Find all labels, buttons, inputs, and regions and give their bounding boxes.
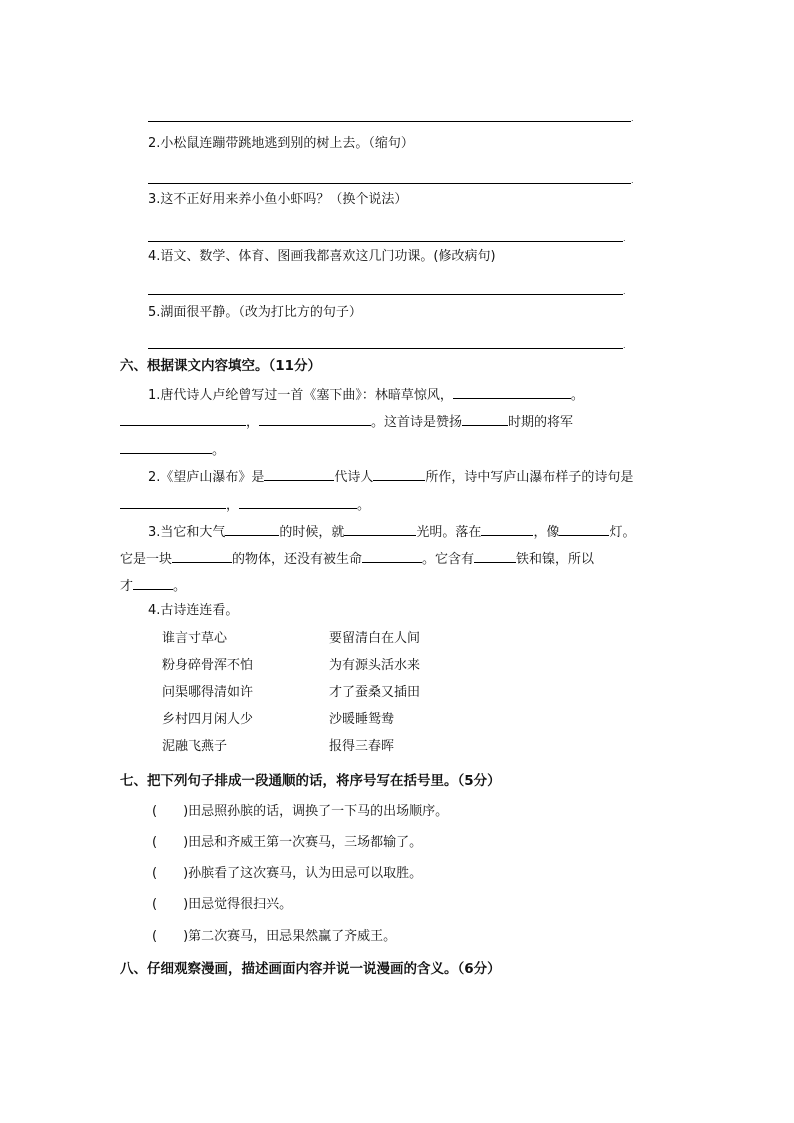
fill-blank[interactable] xyxy=(344,523,416,536)
fill-blank[interactable] xyxy=(120,413,246,426)
order-item-5: ( )第二次赛马，田忌果然赢了齐威王。 xyxy=(152,929,397,944)
order-item-3: ( )孙膑看了这次赛马，认为田忌可以取胜。 xyxy=(152,866,423,881)
line-end-mark: . xyxy=(623,234,626,243)
answer-line-2[interactable] xyxy=(148,183,631,184)
answer-line-4[interactable] xyxy=(148,294,623,295)
question-6-3-line2: 它是一块 的物体，还没有被生命 。它含有 铁和镍，所以 xyxy=(120,552,595,567)
section-6-heading: 六、根据课文内容填空。（11分） xyxy=(120,358,322,374)
match-left-3[interactable]: 问渠哪得清如许 xyxy=(162,685,254,700)
answer-line-3[interactable] xyxy=(148,241,623,242)
section-8-heading: 八、仔细观察漫画，描述画面内容并说一说漫画的含义。（6分） xyxy=(120,961,501,977)
question-6-2-line1: 2.《望庐山瀑布》是 代诗人 所作，诗中写庐山瀑布样子的诗句是 xyxy=(148,470,634,485)
fill-blank[interactable] xyxy=(120,441,212,454)
fill-blank[interactable] xyxy=(453,386,571,399)
match-right-3[interactable]: 才了蚕桑又插田 xyxy=(329,685,421,700)
line-end-mark: . xyxy=(623,287,626,296)
line-end-mark: . xyxy=(631,176,634,185)
question-5-3: 3.这不正好用来养小鱼小虾吗？（换个说法） xyxy=(148,192,408,207)
answer-line-5[interactable] xyxy=(148,348,623,349)
question-6-2-line2: ， 。 xyxy=(120,496,370,514)
order-item-1: ( )田忌照孙膑的话，调换了一下马的出场顺序。 xyxy=(152,804,449,819)
line-end-mark: . xyxy=(631,114,634,123)
fill-blank[interactable] xyxy=(225,523,279,536)
order-item-2: ( )田忌和齐威王第一次赛马，三场都输了。 xyxy=(152,835,423,850)
match-left-5[interactable]: 泥融飞燕子 xyxy=(162,739,228,754)
order-bracket[interactable]: ( ) xyxy=(152,866,189,881)
question-6-3-line3: 才 。 xyxy=(120,579,187,594)
fill-blank[interactable] xyxy=(559,523,609,536)
order-item-4: ( )田忌觉得很扫兴。 xyxy=(152,897,293,912)
fill-blank[interactable] xyxy=(481,523,533,536)
fill-blank[interactable] xyxy=(474,550,516,563)
order-bracket[interactable]: ( ) xyxy=(152,804,189,819)
match-right-2[interactable]: 为有源头活水来 xyxy=(329,658,421,673)
order-bracket[interactable]: ( ) xyxy=(152,835,189,850)
line-end-mark: . xyxy=(623,341,626,350)
fill-blank[interactable] xyxy=(362,550,422,563)
section-7-heading: 七、把下列句子排成一段通顺的话，将序号写在括号里。（5分） xyxy=(120,773,501,789)
fill-blank[interactable] xyxy=(120,496,226,509)
fill-blank[interactable] xyxy=(259,413,371,426)
question-6-1-line2: ， 。这首诗是赞扬 时期的将军 xyxy=(120,413,573,431)
match-left-2[interactable]: 粉身碎骨浑不怕 xyxy=(162,658,254,673)
match-left-1[interactable]: 谁言寸草心 xyxy=(162,631,228,646)
match-right-4[interactable]: 沙暖睡鸳鸯 xyxy=(329,712,395,727)
fill-blank[interactable] xyxy=(133,577,173,590)
fill-blank[interactable] xyxy=(239,496,357,509)
match-right-5[interactable]: 报得三春晖 xyxy=(329,739,395,754)
question-5-4: 4.语文、数学、体育、图画我都喜欢这几门功课。(修改病句) xyxy=(148,249,496,264)
answer-line-1[interactable] xyxy=(148,121,631,122)
match-right-1[interactable]: 要留清白在人间 xyxy=(329,631,421,646)
question-6-1-line1: 1.唐代诗人卢纶曾写过一首《塞下曲》：林暗草惊风， 。 xyxy=(148,388,584,403)
order-bracket[interactable]: ( ) xyxy=(152,929,189,944)
question-6-1-line3: 。 xyxy=(120,441,225,459)
question-6-3-line1: 3.当它和大气 的时候，就 光明。落在 ，像 灯。 xyxy=(148,525,636,540)
question-5-5: 5.湖面很平静。（改为打比方的句子） xyxy=(148,305,362,320)
question-6-4-label: 4.古诗连连看。 xyxy=(148,603,239,618)
question-5-2: 2.小松鼠连蹦带跳地逃到别的树上去。（缩句） xyxy=(148,136,414,151)
fill-blank[interactable] xyxy=(172,550,232,563)
fill-blank[interactable] xyxy=(264,468,334,481)
match-left-4[interactable]: 乡村四月闲人少 xyxy=(162,712,254,727)
fill-blank[interactable] xyxy=(462,413,508,426)
fill-blank[interactable] xyxy=(373,468,425,481)
order-bracket[interactable]: ( ) xyxy=(152,897,189,912)
